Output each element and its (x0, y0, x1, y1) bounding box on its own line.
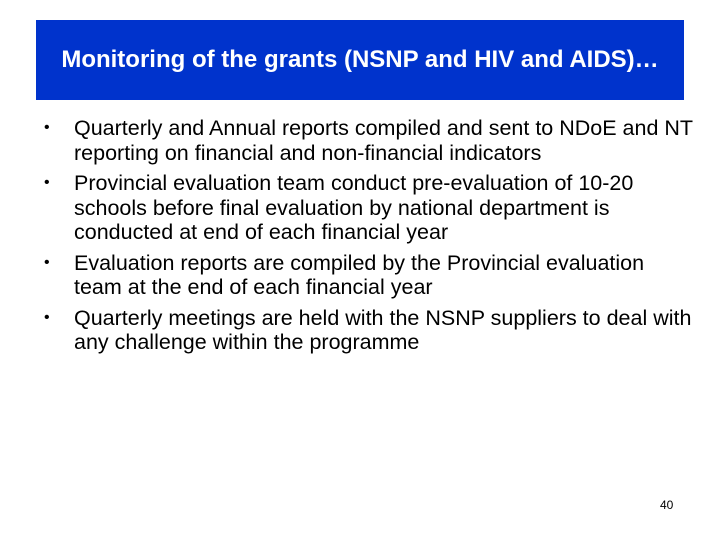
bullet-text: Provincial evaluation team conduct pre-evaluation of 10-20 schools before final evaluation by national department is conducted at end of each financial year (74, 171, 634, 244)
bullet-text: Evaluation reports are compiled by the Provincial evaluation team at the end of each financial year (74, 250, 645, 299)
bullet-icon: • (44, 174, 50, 191)
bullet-item (36, 171, 696, 245)
bullet-icon: • (44, 308, 50, 326)
slide-title: Monitoring of the grants (NSNP and HIV and AIDS)… (61, 46, 659, 73)
page-number: 40 (660, 498, 674, 512)
bullet-icon: • (44, 119, 50, 136)
title-banner (36, 20, 684, 100)
bullet-list (36, 116, 696, 361)
bullet-item (36, 116, 696, 165)
bullet-text: Quarterly meetings are held with the NSNP suppliers to deal with any challenge within the programme (74, 305, 692, 354)
bullet-item (36, 306, 696, 355)
bullet-text: Quarterly and Annual reports compiled and sent to NDoE and NT reporting on financial and non-financial indicators (74, 116, 693, 165)
bullet-item (36, 251, 696, 300)
bullet-icon: • (44, 253, 50, 271)
